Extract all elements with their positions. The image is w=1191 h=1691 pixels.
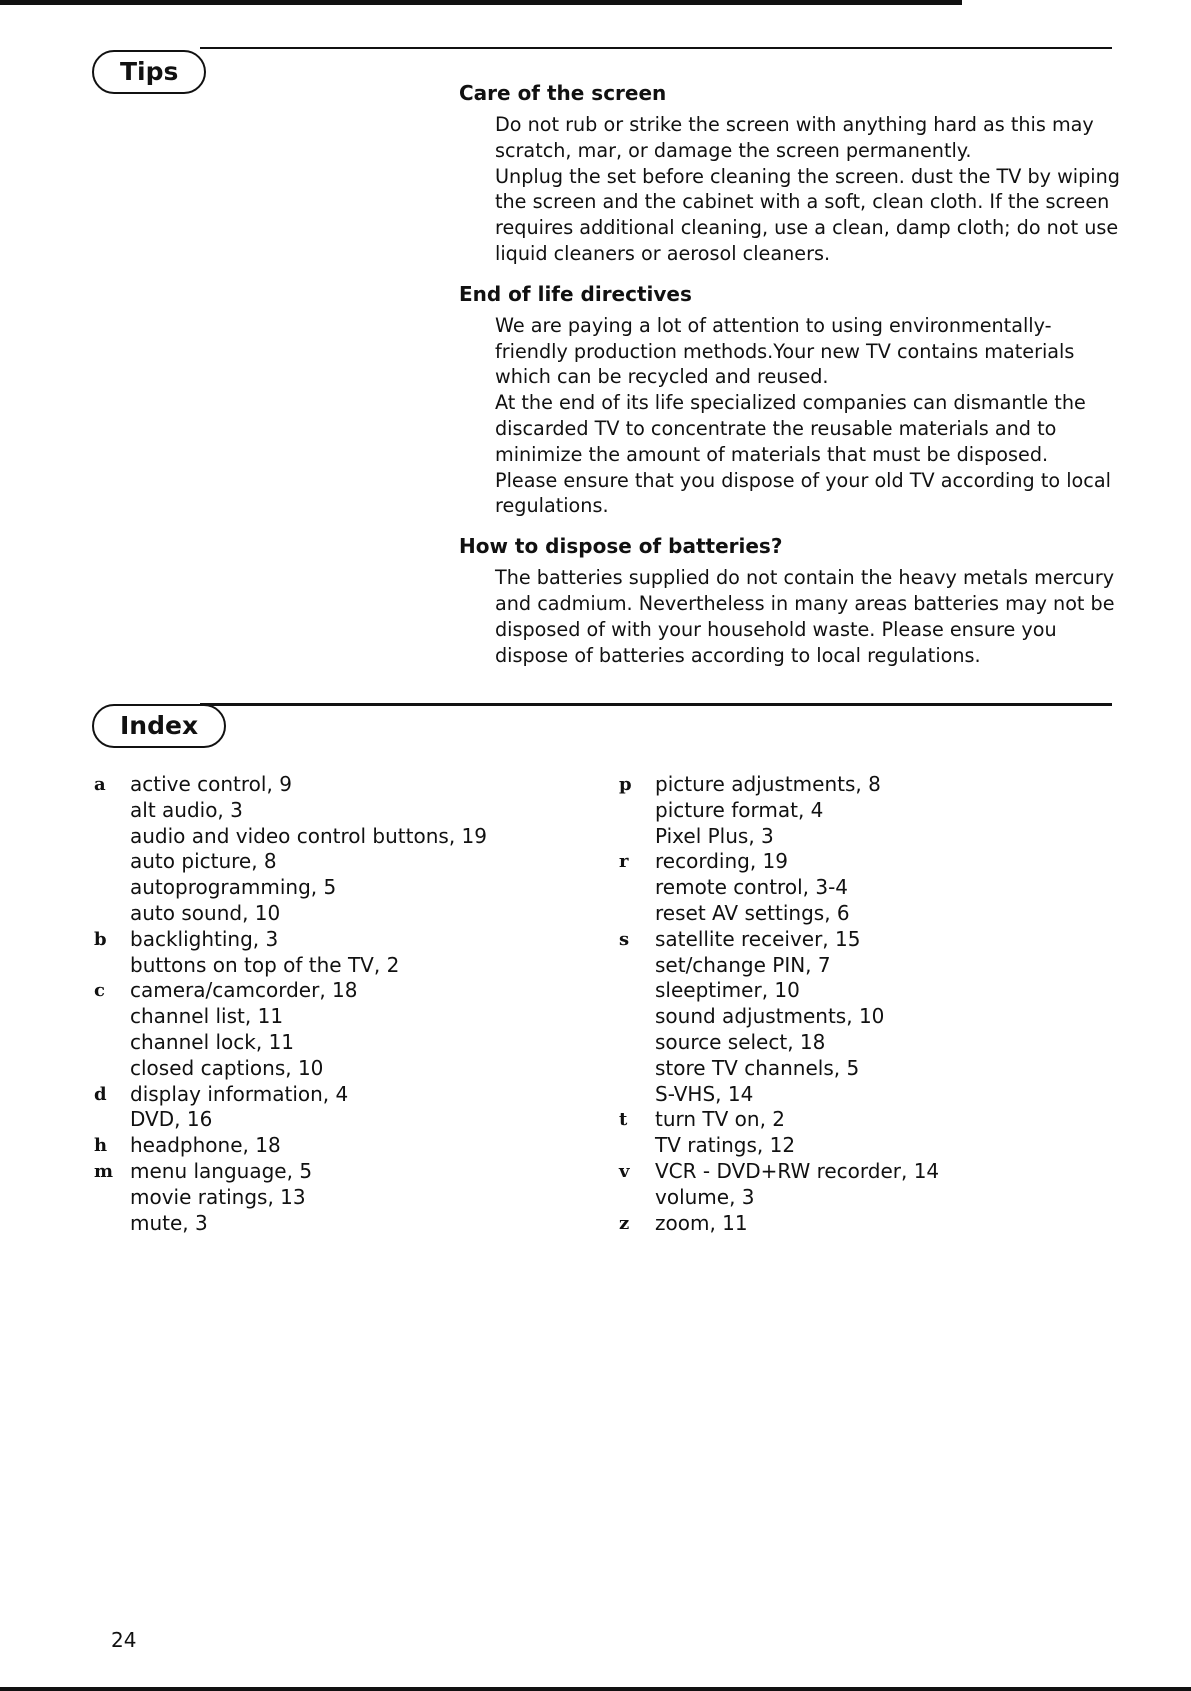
index-entry: channel lock, 11 [130,1029,295,1054]
index-group-t [619,1107,939,1159]
section-heading: End of life directives [459,281,692,306]
section-paragraph: The batteries supplied do not contain the heavy metals mercury and cadmium. Nevertheless in many areas batteries may not be disposed of with your household waste. Please ensure you dispose of batteries according to local regulations. [495,566,1115,667]
index-letter: r [619,851,629,873]
index-entry: VCR - DVD+RW recorder, 14 [655,1158,940,1183]
index-entry: store TV channels, 5 [655,1055,860,1080]
index-letter: t [619,1109,628,1131]
index-entry: Pixel Plus, 3 [655,823,774,848]
index-entry: DVD, 16 [130,1107,213,1132]
index-group-a [94,772,487,927]
top-rule [0,0,962,5]
index-entry: sleeptimer, 10 [655,978,800,1003]
index-group-h [94,1133,487,1159]
index-letter: b [94,928,107,950]
index-entry: reset AV settings, 6 [655,900,850,925]
index-letter: h [94,1135,108,1157]
index-letter: d [94,1083,107,1105]
index-entry: sound adjustments, 10 [655,1004,885,1029]
tips-tab: Tips [92,50,206,94]
index-entry: alt audio, 3 [130,797,243,822]
index-group-m [94,1159,487,1236]
index-letter: a [94,774,106,795]
index-group-p [619,772,939,849]
index-letter: c [94,980,105,1002]
section-paragraph: Unplug the set before cleaning the screen. dust the TV by wiping the screen and the cabinet with a soft, clean cloth. If the screen requires additional cleaning, use a clean, damp cloth; do not use liquid cleaners or aerosol cleaners. [495,164,1120,265]
index-entry: zoom, 11 [655,1210,748,1235]
index-letter: s [619,928,630,950]
index-entry: auto picture, 8 [130,849,277,874]
index-entry: closed captions, 10 [130,1055,324,1080]
index-letter: v [619,1160,630,1182]
page-number: 24 [111,1628,137,1652]
section-paragraph: Please ensure that you dispose of your old TV according to local regulations. [495,468,1111,518]
index-entry: TV ratings, 12 [655,1133,796,1158]
index-entry: recording, 19 [655,849,788,874]
index-entry: S-VHS, 14 [655,1081,754,1106]
index-letter: m [94,1160,114,1182]
tips-rule [200,47,1112,49]
tips-section-end-of-life [459,281,1121,519]
bottom-rule [0,1687,1191,1691]
index-group-s [619,927,939,1108]
index-entry: mute, 3 [130,1210,208,1235]
tips-section-batteries [459,533,1121,668]
index-entry: headphone, 18 [130,1133,281,1158]
index-group-r [619,849,939,926]
section-paragraph: At the end of its life specialized companies can dismantle the discarded TV to concentrate the reusable materials and to minimize the amount of materials that must be disposed. [495,391,1086,466]
index-entry: turn TV on, 2 [655,1107,786,1132]
section-heading: How to dispose of batteries? [459,534,783,559]
section-heading: Care of the screen [459,81,667,105]
index-entry: active control, 9 [130,772,292,796]
tips-section-screen [459,80,1121,267]
index-entry: set/change PIN, 7 [655,952,831,977]
index-group-z [619,1211,939,1237]
index-entry: menu language, 5 [130,1158,313,1183]
index-entry: movie ratings, 13 [130,1184,306,1209]
index-entry: volume, 3 [655,1184,755,1209]
index-entry: display information, 4 [130,1081,349,1106]
index-entry: satellite receiver, 15 [655,926,861,951]
index-entry: buttons on top of the TV, 2 [130,952,400,977]
index-entry: camera/camcorder, 18 [130,978,358,1003]
index-tab: Index [92,704,226,748]
index-entry: picture format, 4 [655,797,824,822]
index-left-column [94,772,487,1236]
index-letter: z [619,1212,630,1234]
tips-content [459,80,1121,682]
index-entry: source select, 18 [655,1029,826,1054]
index-entry: audio and video control buttons, 19 [130,823,487,848]
index-entry: picture adjustments, 8 [655,772,881,796]
index-group-v [619,1159,939,1211]
index-group-c [94,978,487,1081]
index-right-column [619,772,939,1236]
section-paragraph: We are paying a lot of attention to using environmentally-friendly production methods.Your new TV contains materials which can be recycled and reused. [495,313,1075,389]
index-entry: channel list, 11 [130,1004,284,1029]
index-entry: backlighting, 3 [130,926,279,951]
index-entry: auto sound, 10 [130,900,281,925]
index-letter: p [619,774,632,795]
index-entry: autoprogramming, 5 [130,875,337,900]
index-group-d [94,1082,487,1134]
section-paragraph: Do not rub or strike the screen with anything hard as this may scratch, mar, or damage the screen permanently. [495,113,1094,162]
index-rule [200,703,1112,706]
index-group-b [94,927,487,979]
index-entry: remote control, 3-4 [655,875,849,900]
